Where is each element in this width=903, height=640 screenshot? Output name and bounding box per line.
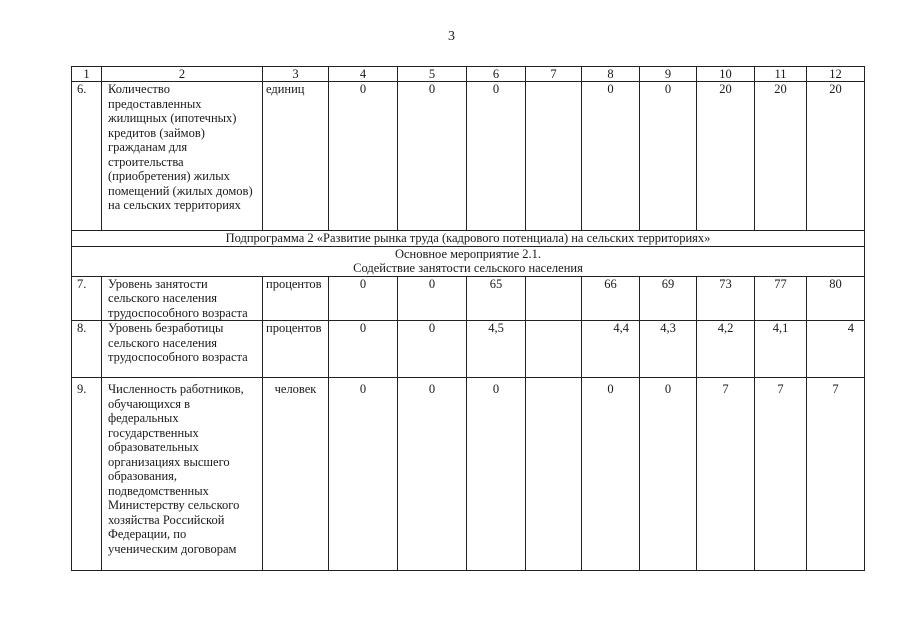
indicator-name: Уровень занятости сельского населения трудоспособного возраста — [102, 276, 263, 321]
value-cell: 7 — [807, 378, 865, 571]
table-row — [72, 82, 865, 231]
value-cell: 0 — [582, 82, 640, 231]
subprogram-row — [72, 231, 865, 247]
value-cell: 4,1 — [755, 321, 807, 378]
value-cell: 4,5 — [467, 321, 526, 378]
value-cell: 20 — [807, 82, 865, 231]
value-cell: 0 — [640, 378, 697, 571]
value-cell: 80 — [807, 276, 865, 321]
value-cell: 73 — [697, 276, 755, 321]
value-cell: 4,2 — [697, 321, 755, 378]
row-number: 6. — [72, 82, 102, 231]
row-number: 7. — [72, 276, 102, 321]
value-cell: 77 — [755, 276, 807, 321]
value-cell: 20 — [755, 82, 807, 231]
page-number: 3 — [448, 29, 455, 44]
value-cell — [526, 82, 582, 231]
value-cell: 0 — [467, 82, 526, 231]
column-header: 4 — [329, 67, 398, 82]
value-cell: 0 — [398, 82, 467, 231]
unit-cell: человек — [263, 378, 329, 571]
main-activity-number: Основное мероприятие 2.1. — [394, 246, 542, 261]
column-header: 8 — [582, 67, 640, 82]
main-activity-title: Содействие занятости сельского населения — [353, 261, 583, 275]
value-cell: 0 — [582, 378, 640, 571]
column-header: 5 — [398, 67, 467, 82]
main-activity-cell — [72, 246, 865, 276]
table-row — [72, 321, 865, 378]
column-header: 6 — [467, 67, 526, 82]
column-header: 1 — [72, 67, 102, 82]
indicator-name: Количество предоставленных жилищных (ипотечных) кредитов (займов) гражданам для строительства (приобретения) жилых помещений (жилых домов) на сельских территориях — [102, 82, 263, 231]
indicator-name: Численность работников, обучающихся в федеральных государственных образовательных организациях высшего образования, подведомственных Министерству сельского хозяйства Российской Федерации, по ученическим договорам — [102, 378, 263, 571]
indicators-table — [71, 66, 865, 571]
column-header: 9 — [640, 67, 697, 82]
value-cell: 0 — [640, 82, 697, 231]
value-cell: 65 — [467, 276, 526, 321]
value-cell: 7 — [755, 378, 807, 571]
column-number-header — [72, 67, 865, 82]
value-cell: 0 — [329, 378, 398, 571]
main-activity-row — [72, 246, 865, 276]
value-cell — [526, 321, 582, 378]
column-header: 11 — [755, 67, 807, 82]
value-cell: 0 — [398, 276, 467, 321]
value-cell: 0 — [398, 321, 467, 378]
value-cell: 0 — [329, 82, 398, 231]
column-header: 3 — [263, 67, 329, 82]
value-cell: 4 — [807, 321, 865, 378]
row-number: 8. — [72, 321, 102, 378]
table-row — [72, 276, 865, 321]
column-header: 10 — [697, 67, 755, 82]
value-cell: 66 — [582, 276, 640, 321]
value-cell: 7 — [697, 378, 755, 571]
column-header: 12 — [807, 67, 865, 82]
unit-cell: процентов — [263, 321, 329, 378]
column-header: 2 — [102, 67, 263, 82]
column-header: 7 — [526, 67, 582, 82]
row-number: 9. — [72, 378, 102, 571]
value-cell: 69 — [640, 276, 697, 321]
value-cell: 0 — [467, 378, 526, 571]
unit-cell: единиц — [263, 82, 329, 231]
value-cell — [526, 276, 582, 321]
subprogram-title: Подпрограмма 2 «Развитие рынка труда (кадрового потенциала) на сельских территориях» — [72, 231, 865, 247]
unit-cell: процентов — [263, 276, 329, 321]
value-cell: 0 — [329, 321, 398, 378]
value-cell: 4,3 — [640, 321, 697, 378]
table-row — [72, 378, 865, 571]
value-cell — [526, 378, 582, 571]
indicator-name: Уровень безработицы сельского населения трудоспособного возраста — [102, 321, 263, 378]
value-cell: 0 — [398, 378, 467, 571]
value-cell: 0 — [329, 276, 398, 321]
value-cell: 4,4 — [582, 321, 640, 378]
value-cell: 20 — [697, 82, 755, 231]
